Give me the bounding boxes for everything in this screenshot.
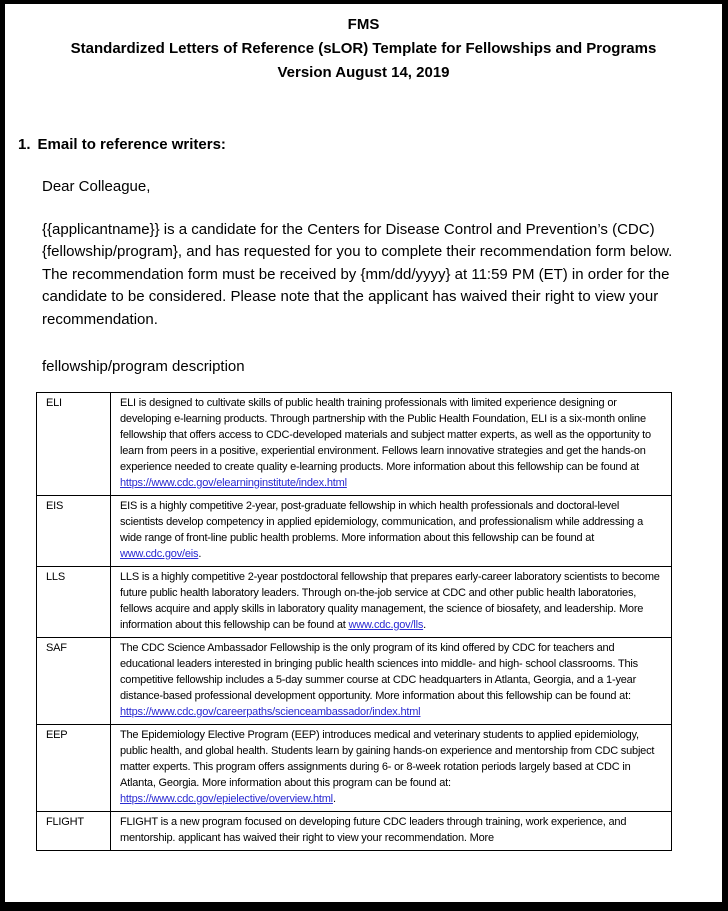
program-link[interactable]: https://www.cdc.gov/epielective/overview.html: [120, 793, 333, 806]
program-description: [111, 496, 672, 567]
section-number: 1.: [18, 136, 31, 153]
program-description-suffix: .: [423, 619, 426, 632]
table-row-saf: [37, 638, 672, 725]
program-description-text: EIS is a highly competitive 2-year, post-graduate fellowship in which health professionals and doctoral-level scientists develop competency in applied epidemiology, communication, and professionalism while addressing a wide range of front-line public health problems. More information about this fellowship can be found at: [120, 500, 643, 545]
doc-title-main: Standardized Letters of Reference (sLOR) Template for Fellowships and Programs: [70, 40, 657, 57]
program-description: [111, 393, 672, 496]
program-code: SAF: [37, 638, 111, 725]
document-header: [5, 13, 722, 85]
program-link[interactable]: www.cdc.gov/lls: [348, 619, 424, 632]
program-description-text: FLIGHT is a new program focused on developing future CDC leaders through training, work experience, and mentorship. applicant has waived their right to view your recommendation. More: [120, 816, 627, 845]
table-row-eli: [37, 393, 672, 496]
programs-table: [36, 392, 672, 851]
program-link[interactable]: www.cdc.gov/eis: [120, 548, 199, 561]
program-code: LLS: [37, 567, 111, 638]
email-body-paragraph: {{applicantname}} is a candidate for the Centers for Disease Control and Prevention’s (CDC) {fellowship/program}, and has requested for you to complete their recommendation form below. The recommendation form must be received by {mm/dd/yyyy} at 11:59 PM (ET) in order for the candidate to be considered. Please note that the applicant has waived their right to view your recommendation.: [42, 221, 673, 328]
program-description-text: The Epidemiology Elective Program (EEP) introduces medical and veterinary students to applied epidemiology, public health, and global health. Students learn by gaining hands-on experience and mentorship from CDC subject matter experts. This program offers assignments during 6- or 8-week rotation periods largely based at CDC in Atlanta, Georgia. More information about this program can be found at:: [120, 729, 655, 790]
program-description-suffix: .: [332, 793, 336, 806]
program-link[interactable]: https://www.cdc.gov/elearninginstitute/index.html: [120, 477, 347, 490]
doc-title-org: FMS: [347, 16, 380, 33]
program-code: EEP: [37, 725, 111, 812]
doc-title-version: Version August 14, 2019: [277, 64, 450, 81]
program-description-text: The CDC Science Ambassador Fellowship is the only program of its kind offered by CDC for teachers and educational leaders interested in bringing public health sciences into middle- and high- school classrooms. This competitive fellowship includes a 5-day summer course at CDC headquarters in Atlanta, Georgia, and a 1-year distance-based professional development opportunity. More information about this fellowship can be found at:: [120, 642, 638, 703]
program-description-suffix: .: [198, 548, 202, 561]
section-heading-email: [18, 135, 722, 154]
program-description: [111, 638, 672, 725]
salutation: Dear Colleague,: [42, 178, 151, 195]
program-code: ELI: [37, 393, 111, 496]
program-description-text: ELI is designed to cultivate skills of public health training professionals with limited experience designing or developing e-learning products. Through partnership with the Public Health Foundation, ELI is a six-month online fellowship that offers access to CDC-developed materials and subject matter experts, as well as the opportunity to learn from peers in a positive, experiential environment. Fellows learn innovative strategies and get the hands-on experience needed to create quality e-learning products. More information about this fellowship can be found at: [120, 397, 651, 474]
section-heading-label: Email to reference writers:: [37, 136, 226, 153]
program-description: [111, 725, 672, 812]
program-link[interactable]: https://www.cdc.gov/careerpaths/scienceambassador/index.html: [120, 706, 421, 719]
table-caption: fellowship/program description: [42, 358, 245, 376]
program-description: [111, 567, 672, 638]
table-row-eep: [37, 725, 672, 812]
program-code: EIS: [37, 496, 111, 567]
program-code: FLIGHT: [37, 812, 111, 851]
table-row-lls: [37, 567, 672, 638]
program-description: [111, 812, 672, 851]
table-row-flight: [37, 812, 672, 851]
table-row-eis: [37, 496, 672, 567]
program-description-text: LLS is a highly competitive 2-year postdoctoral fellowship that prepares early-career laboratory scientists to become future public health laboratory leaders. Through on-the-job service at CDC and other public health laboratories, fellows acquire and apply skills in laboratory quality management, the science of biosafety, and leadership. More information about this fellowship can be found at: [120, 571, 660, 632]
